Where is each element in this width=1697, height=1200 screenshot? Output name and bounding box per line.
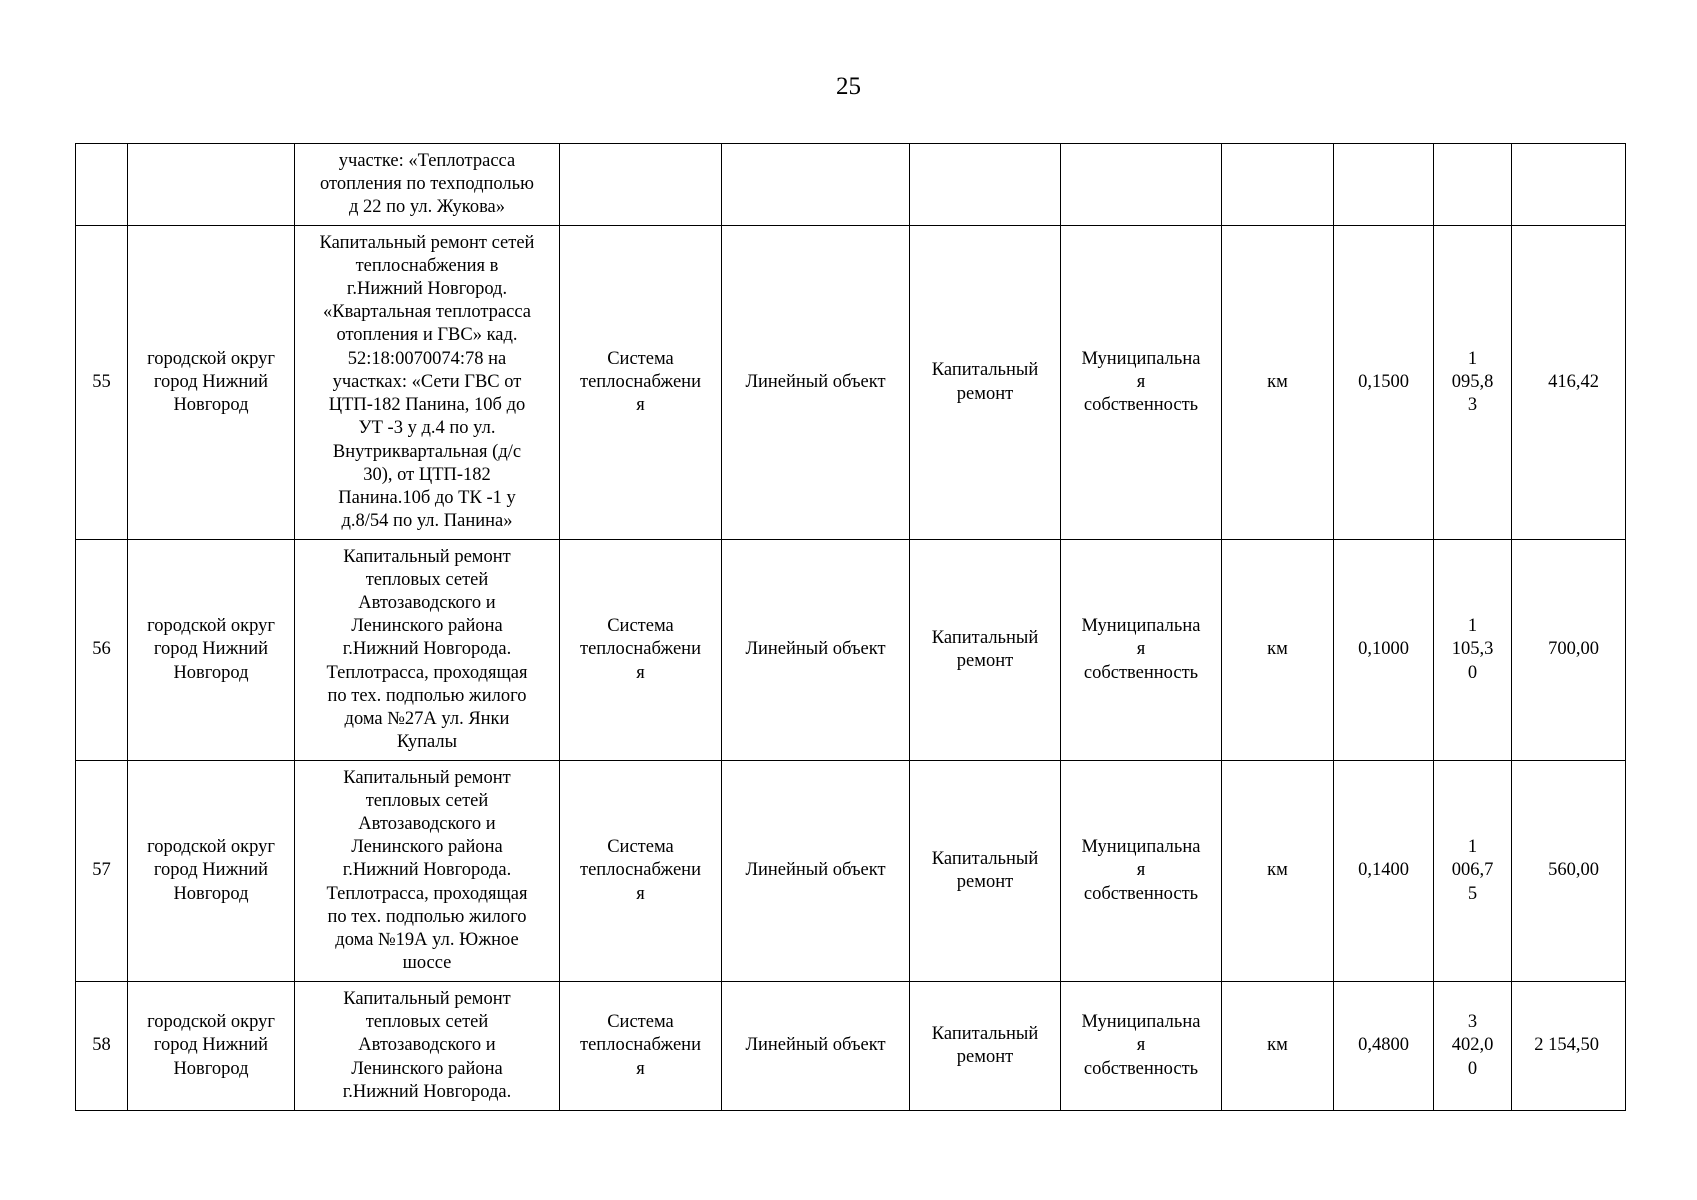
work-type-line: Капитальный — [931, 848, 1039, 869]
name-line: г.Нижний Новгорода. — [342, 639, 512, 660]
cell-unit — [1222, 144, 1334, 226]
work-type-line: Капитальный — [931, 360, 1039, 381]
municipality-line: Новгород — [173, 883, 249, 904]
unit-price-line: 1 — [1467, 616, 1478, 637]
name-line: УТ -3 у д.4 по ул. — [358, 418, 496, 439]
cell-ownership — [1061, 761, 1222, 982]
cell-object-type: Линейный объект — [722, 540, 910, 761]
name-line: тепловых сетей — [365, 569, 489, 590]
municipality-line: Новгород — [173, 395, 249, 416]
municipality-line: город Нижний — [153, 1035, 269, 1056]
cell-unit-price — [1434, 982, 1512, 1111]
cell-work-type — [910, 226, 1061, 540]
cell-object-type — [722, 144, 910, 226]
ownership-line: Муниципальна — [1081, 616, 1201, 637]
name-line: по тех. подполью жилого — [327, 906, 527, 927]
system-line: я — [636, 883, 645, 904]
name-line: г.Нижний Новгорода. — [342, 860, 512, 881]
name-line: д.8/54 по ул. Панина» — [341, 511, 513, 532]
municipality-line: город Нижний — [153, 639, 269, 660]
name-line: 30), от ЦТП-182 — [363, 464, 491, 485]
table-row — [76, 540, 1626, 761]
name-line: участке: «Теплотрасса — [338, 150, 516, 171]
name-line: Автозаводского и — [358, 813, 496, 834]
system-line: теплоснабжени — [580, 860, 701, 881]
ownership-line: я — [1136, 860, 1146, 881]
municipality-line: городской округ — [147, 837, 275, 858]
cell-total: 416,42 — [1512, 226, 1626, 540]
table-body — [76, 144, 1626, 1111]
cell-total — [1512, 144, 1626, 226]
municipality-line: Новгород — [173, 662, 249, 683]
ownership-line: Муниципальна — [1081, 348, 1201, 369]
name-line: шоссе — [402, 953, 452, 974]
unit-price-line: 095,8 — [1451, 371, 1494, 392]
unit-price-line: 1 — [1467, 348, 1478, 369]
cell-work-type — [910, 540, 1061, 761]
system-line: Система — [607, 1012, 674, 1033]
name-line: отопления и ГВС» кад. — [336, 325, 518, 346]
cell-system — [560, 144, 722, 226]
page-number: 25 — [836, 73, 861, 100]
unit-price-line: 006,7 — [1451, 860, 1494, 881]
ownership-line: Муниципальна — [1081, 1012, 1201, 1033]
work-type-line: Капитальный — [931, 627, 1039, 648]
name-line: г.Нижний Новгород. — [346, 279, 508, 300]
cell-total: 560,00 — [1512, 761, 1626, 982]
unit-price-line: 3 — [1467, 1012, 1478, 1033]
name-line: 52:18:0070074:78 на — [347, 348, 507, 369]
name-line: дома №27А ул. Янки — [344, 709, 510, 729]
cell-system — [560, 761, 722, 982]
cell-name — [295, 982, 560, 1111]
name-line: ЦТП-182 Панина, 10б до — [328, 395, 526, 416]
system-line: теплоснабжени — [580, 1035, 701, 1056]
name-line: г.Нижний Новгорода. — [342, 1081, 512, 1102]
cell-total: 2 154,50 — [1512, 982, 1626, 1111]
name-line: Капитальный ремонт — [343, 767, 511, 788]
cell-unit: км — [1222, 982, 1334, 1111]
cell-municipality — [128, 982, 295, 1111]
cell-work-type — [910, 144, 1061, 226]
cell-name — [295, 226, 560, 540]
system-line: Система — [607, 616, 674, 637]
name-line: Купалы — [396, 732, 458, 753]
unit-price-line: 3 — [1467, 395, 1478, 416]
ownership-line: собственность — [1083, 662, 1199, 683]
name-line: Ленинского района — [351, 1058, 503, 1079]
system-line: я — [636, 395, 645, 416]
cell-unit: км — [1222, 226, 1334, 540]
cell-ownership — [1061, 144, 1222, 226]
municipality-line: город Нижний — [153, 371, 269, 392]
cell-object-type: Линейный объект — [722, 226, 910, 540]
ownership-line: собственность — [1083, 1058, 1199, 1079]
cell-no: 55 — [76, 226, 128, 540]
name-line: Теплотрасса, проходящая — [326, 883, 528, 904]
name-line: Капитальный ремонт сетей — [319, 232, 535, 253]
work-type-line: ремонт — [956, 651, 1014, 671]
cell-work-type — [910, 982, 1061, 1111]
name-line: Теплотрасса, проходящая — [326, 662, 528, 683]
table-row — [76, 226, 1626, 540]
system-line: теплоснабжени — [580, 639, 701, 660]
name-line: теплоснабжения в — [355, 255, 499, 276]
cell-unit-price — [1434, 761, 1512, 982]
unit-price-line: 0 — [1467, 662, 1478, 683]
ownership-line: я — [1136, 1035, 1146, 1056]
cell-municipality — [128, 144, 295, 226]
name-line: Ленинского района — [351, 837, 503, 858]
ownership-line: я — [1136, 371, 1146, 392]
cell-no — [76, 144, 128, 226]
cell-municipality — [128, 761, 295, 982]
work-type-line: ремонт — [956, 872, 1014, 892]
cell-work-type — [910, 761, 1061, 982]
table-row — [76, 982, 1626, 1111]
cell-municipality — [128, 540, 295, 761]
municipality-line: городской округ — [147, 1012, 275, 1033]
cell-quantity: 0,1400 — [1334, 761, 1434, 982]
cell-unit: км — [1222, 761, 1334, 982]
system-line: теплоснабжени — [580, 371, 701, 392]
name-line: тепловых сетей — [365, 790, 489, 811]
name-line: Капитальный ремонт — [343, 988, 511, 1009]
ownership-line: Муниципальна — [1081, 837, 1201, 858]
unit-price-line: 5 — [1467, 883, 1478, 904]
ownership-line: собственность — [1083, 395, 1199, 416]
cell-object-type: Линейный объект — [722, 982, 910, 1111]
cell-quantity: 0,1500 — [1334, 226, 1434, 540]
cell-quantity — [1334, 144, 1434, 226]
cell-no: 57 — [76, 761, 128, 982]
cell-system — [560, 540, 722, 761]
system-line: я — [636, 662, 645, 683]
table-row — [76, 761, 1626, 982]
cell-no: 58 — [76, 982, 128, 1111]
cell-unit-price — [1434, 540, 1512, 761]
cell-name — [295, 540, 560, 761]
name-line: Капитальный ремонт — [343, 546, 511, 567]
cell-system — [560, 982, 722, 1111]
name-line: по тех. подполью жилого — [327, 685, 527, 706]
system-line: я — [636, 1058, 645, 1079]
system-line: Система — [607, 837, 674, 858]
name-line: дома №19А ул. Южное — [335, 930, 519, 950]
cell-unit: км — [1222, 540, 1334, 761]
registry-table — [75, 143, 1626, 1111]
name-line: «Квартальная теплотрасса — [323, 302, 531, 323]
cell-total: 700,00 — [1512, 540, 1626, 761]
name-line: Автозаводского и — [358, 592, 496, 613]
cell-object-type: Линейный объект — [722, 761, 910, 982]
name-line: Панина.10б до ТК -1 у — [338, 487, 516, 508]
ownership-line: собственность — [1083, 883, 1199, 904]
cell-no: 56 — [76, 540, 128, 761]
unit-price-line: 402,0 — [1451, 1035, 1494, 1056]
municipality-line: город Нижний — [153, 860, 269, 881]
cell-ownership — [1061, 226, 1222, 540]
municipality-line: городской округ — [147, 348, 275, 369]
name-line: отопления по техподполью — [320, 173, 534, 194]
unit-price-line: 105,3 — [1451, 639, 1494, 660]
name-line: тепловых сетей — [365, 1012, 489, 1033]
name-line: д 22 по ул. Жукова» — [348, 197, 506, 218]
cell-ownership — [1061, 540, 1222, 761]
cell-quantity: 0,1000 — [1334, 540, 1434, 761]
cell-name — [295, 761, 560, 982]
ownership-line: я — [1136, 639, 1146, 660]
table-row-continued — [76, 144, 1626, 226]
work-type-line: ремонт — [956, 1047, 1014, 1067]
work-type-line: ремонт — [956, 383, 1014, 404]
cell-quantity: 0,4800 — [1334, 982, 1434, 1111]
municipality-line: Новгород — [173, 1058, 249, 1079]
municipality-line: городской округ — [147, 616, 275, 637]
name-line: участках: «Сети ГВС от — [332, 371, 522, 392]
unit-price-line: 1 — [1467, 837, 1478, 858]
cell-unit-price — [1434, 144, 1512, 226]
cell-name — [295, 144, 560, 226]
system-line: Система — [607, 348, 674, 369]
work-type-line: Капитальный — [931, 1023, 1039, 1044]
cell-unit-price — [1434, 226, 1512, 540]
cell-ownership — [1061, 982, 1222, 1111]
cell-system — [560, 226, 722, 540]
name-line: Автозаводского и — [358, 1035, 496, 1056]
cell-municipality — [128, 226, 295, 540]
unit-price-line: 0 — [1467, 1058, 1478, 1079]
name-line: Внутриквартальная (д/с — [332, 441, 522, 462]
name-line: Ленинского района — [351, 616, 503, 637]
